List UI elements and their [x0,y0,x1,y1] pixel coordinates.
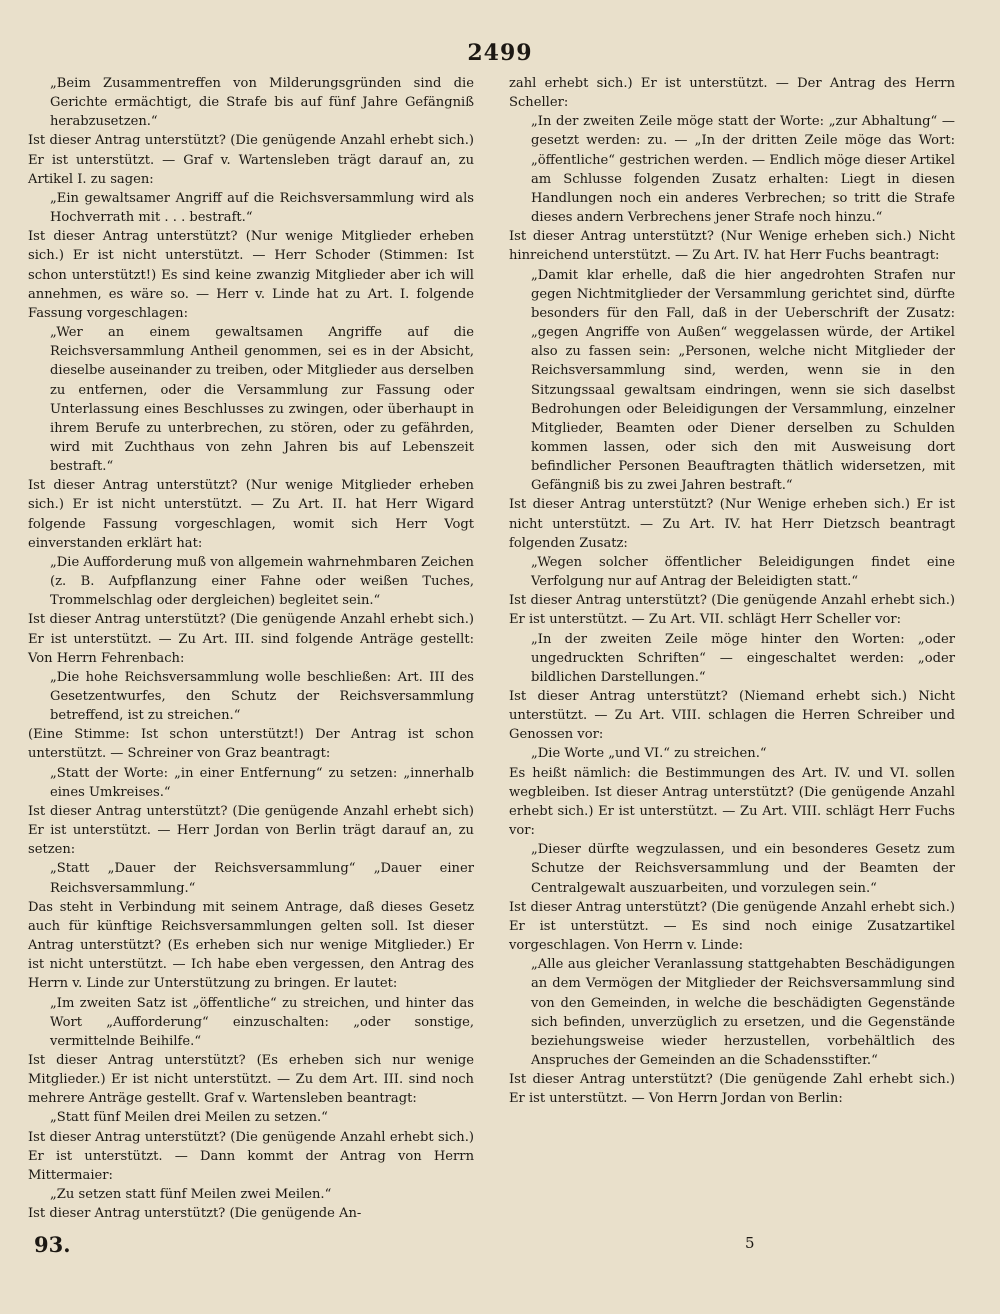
paragraph: Es heißt nämlich: die Bestimmungen des Art. IV. und VI. sollen wegbleiben. Ist dieser Antrag unterstützt? (Die genügende Anzahl erhebt sich.) Er ist unterstützt. — Zu Art. VIII. schlägt Herr Fuchs vor: [509,765,955,839]
paragraph: Ist dieser Antrag unterstützt? (Niemand erhebt sich.) Nicht unterstützt. — Zu Art. VIII. schlagen die Herren Schreiber und Genossen vor: [509,689,955,743]
left-column [28,74,474,1223]
paragraph: Ist dieser Antrag unterstützt? (Die genügende An- [28,1206,362,1222]
page-number: 2499 [467,40,533,66]
quoted-motion: „Die Aufforderung muß von allgemein wahrnehmbaren Zeichen (z. B. Aufpflanzung einer Fahne oder weißen Tuches, Trommelschlag oder dergleichen) begleitet sein.“ [50,554,474,609]
quoted-motion: „Statt der Worte: „in einer Entfernung“ zu setzen: „innerhalb eines Umkreises.“ [50,765,474,800]
quoted-motion: „Die hohe Reichsversammlung wolle beschließen: Art. III des Gesetzentwurfes, den Schutz der Reichsversammlung betreffend, ist zu streichen.“ [50,669,474,724]
quoted-motion: „Zu setzen statt fünf Meilen zwei Meilen.“ [50,1187,332,1203]
quoted-motion: „Damit klar erhelle, daß die hier angedrohten Strafen nur gegen Nichtmitglieder der Versammlung gerichtet sind, dürfte besonders für den Fall, daß in der Ueberschrift der Zusatz: „gegen Angriffe von Außen“ weggelassen würde, der Artikel also zu fassen sein: „Personen, welche nicht Mitglieder der Reichsversammlung sind, werden, wenn sie in den Sitzungssaal gewaltsam eindringen, wenn sie sich daselbst Bedrohungen oder Beleidigungen der Versammlung, einzelner Mitglieder, Beamten oder Diener derselben zu Schulden kommen lassen, oder sich den mit Ausweisung dort befindlicher Personen Beauftragten thätlich widersetzen, mit Gefängniß bis zu zwei Jahren bestraft.“ [531,267,955,494]
paragraph: Ist dieser Antrag unterstützt? (Nur wenige Mitglieder erheben sich.) Er ist nicht unterstützt. — Zu Art. II. hat Herr Wigard folgende Fassung vorgeschlagen, womit sich Herr Vogt einverstanden erklärt hat: [28,478,474,551]
sheet-number: 5 [745,1234,755,1252]
quoted-motion: „Dieser dürfte wegzulassen, und ein besonderes Gesetz zum Schutze der Reichsversammlung und der Beamten der Centralgewalt auszuarbeiten, und vorzulegen sein.“ [531,842,955,896]
paragraph: (Eine Stimme: Ist schon unterstützt!) Der Antrag ist schon unterstützt. — Schreiner von Graz beantragt: [28,727,474,762]
paragraph: Das steht in Verbindung mit seinem Antrage, daß dieses Gesetz auch für künftige Reichsversammlungen gelten soll. Ist dieser Antrag unterstützt? (Es erheben sich nur wenige Mitglieder.) Er ist nicht unterstützt. — Ich habe eben vergessen, den Antrag des Herrn v. Linde zur Unterstützung zu bringen. Er lautet: [28,899,474,992]
paragraph: Ist dieser Antrag unterstützt? (Nur Wenige erheben sich.) Nicht hinreichend unterstützt. — Zu Art. IV. hat Herr Fuchs beantragt: [509,229,955,264]
signature-mark: 93. [34,1232,71,1257]
quoted-motion: „Statt fünf Meilen drei Meilen zu setzen.“ [50,1110,328,1126]
quoted-motion: „Beim Zusammentreffen von Milderungsgründen sind die Gerichte ermächtigt, die Strafe bis auf fünf Jahre Gefängniß herabzusetzen.“ [50,76,474,130]
quoted-motion: „Die Worte „und VI.“ zu streichen.“ [531,746,767,762]
paragraph: Ist dieser Antrag unterstützt? (Die genügende Anzahl erhebt sich) Er ist unterstützt. — Herr Jordan von Berlin trägt darauf an, zu setzen: [28,803,474,858]
right-column [509,74,955,1108]
paragraph: Ist dieser Antrag unterstützt? (Die genügende Zahl erhebt sich.) Er ist unterstützt. — Von Herrn Jordan von Berlin: [509,1072,955,1107]
quoted-motion: „Wer an einem gewaltsamen Angriffe auf die Reichsversammlung Antheil genommen, sei es in der Absicht, dieselbe auseinander zu treiben, oder Mitglieder aus derselben zu entfernen, oder die Versammlung zur Fassung oder Unterlassung eines Beschlusses zu zwingen, oder überhaupt in ihrem Berufe zu unterbrechen, zu stören, oder zu gefährden, wird mit Zuchthaus von zehn Jahren bis auf Lebenszeit bestraft.“ [50,325,474,475]
paragraph: zahl erhebt sich.) Er ist unterstützt. — Der Antrag des Herrn Scheller: [509,76,955,111]
paragraph: Ist dieser Antrag unterstützt? (Die genügende Anzahl erhebt sich.) Er ist unterstützt. — Dann kommt der Antrag von Herrn Mittermaier: [28,1129,474,1183]
paragraph: Ist dieser Antrag unterstützt? (Die genügende Anzahl erhebt sich.) Er ist unterstützt. — Graf v. Wartensleben trägt darauf an, zu Artikel I. zu sagen: [28,133,474,187]
quoted-motion: „Ein gewaltsamer Angriff auf die Reichsversammlung wird als Hochverrath mit . . . bestraft.“ [50,190,474,226]
paragraph: Ist dieser Antrag unterstützt? (Die genügende Anzahl erhebt sich.) Er ist unterstützt. — Es sind noch einige Zusatzartikel vorgeschlagen. Von Herrn v. Linde: [509,899,955,954]
paragraph: Ist dieser Antrag unterstützt? (Nur Wenige erheben sich.) Er ist nicht unterstützt. — Zu Art. IV. hat Herr Dietzsch beantragt folgenden Zusatz: [509,497,955,551]
quoted-motion: „In der zweiten Zeile möge statt der Worte: „zur Abhaltung“ — gesetzt werden: zu. — „In der dritten Zeile möge das Wort: „öffentliche“ gestrichen werden. — Endlich möge dieser Artikel am Schlusse folgenden Zusatz erhalten: Liegt in diesen Handlungen noch ein anderes Verbrechen; so tritt die Strafe dieses andern Verbrechens jener Strafe noch hinzu.“ [531,114,955,226]
paragraph: Ist dieser Antrag unterstützt? (Die genügende Anzahl erhebt sich.) Er ist unterstützt. — Zu Art. VII. schlägt Herr Scheller vor: [509,593,955,628]
quoted-motion: „Alle aus gleicher Veranlassung stattgehabten Beschädigungen an dem Vermögen der Mitglieder der Reichsversammlung sind von den Gemeinden, in welche die beschädigten Gegenstände sich befinden, unverzüglich zu ersetzen, und die Gegenstände beziehungsweise wieder herzustellen, vorbehältlich des Anspruches der Gemeinden an die Schadensstifter.“ [531,957,955,1068]
quoted-motion: „Im zweiten Satz ist „öffentliche“ zu streichen, und hinter das Wort „Aufforderung“ einzuschalten: „oder sonstige, vermittelnde Beihilfe.“ [50,995,474,1049]
quoted-motion: „Statt „Dauer der Reichsversammlung“ „Dauer einer Reichsversammlung.“ [50,861,474,896]
paragraph: Ist dieser Antrag unterstützt? (Es erheben sich nur wenige Mitglieder.) Er ist nicht unterstützt. — Zu dem Art. III. sind noch mehrere Anträge gestellt. Graf v. Wartensleben beantragt: [28,1052,474,1107]
paragraph: Ist dieser Antrag unterstützt? (Die genügende Anzahl erhebt sich.) Er ist unterstützt. — Zu Art. III. sind folgende Anträge gestellt: Von Herrn Fehrenbach: [28,612,474,666]
quoted-motion: „In der zweiten Zeile möge hinter den Worten: „oder ungedruckten Schriften“ — eingeschaltet werden: „oder bildlichen Darstellungen.“ [531,631,955,685]
paragraph: Ist dieser Antrag unterstützt? (Nur wenige Mitglieder erheben sich.) Er ist nicht unterstützt. — Herr Schoder (Stimmen: Ist schon unterstützt!) Es sind keine zwanzig Mitglieder aber ich will annehmen, es wäre so. — Herr v. Linde hat zu Art. I. folgende Fassung vorgeschlagen: [28,229,474,321]
quoted-motion: „Wegen solcher öffentlicher Beleidigungen findet eine Verfolgung nur auf Antrag der Beleidigten statt.“ [531,554,955,590]
